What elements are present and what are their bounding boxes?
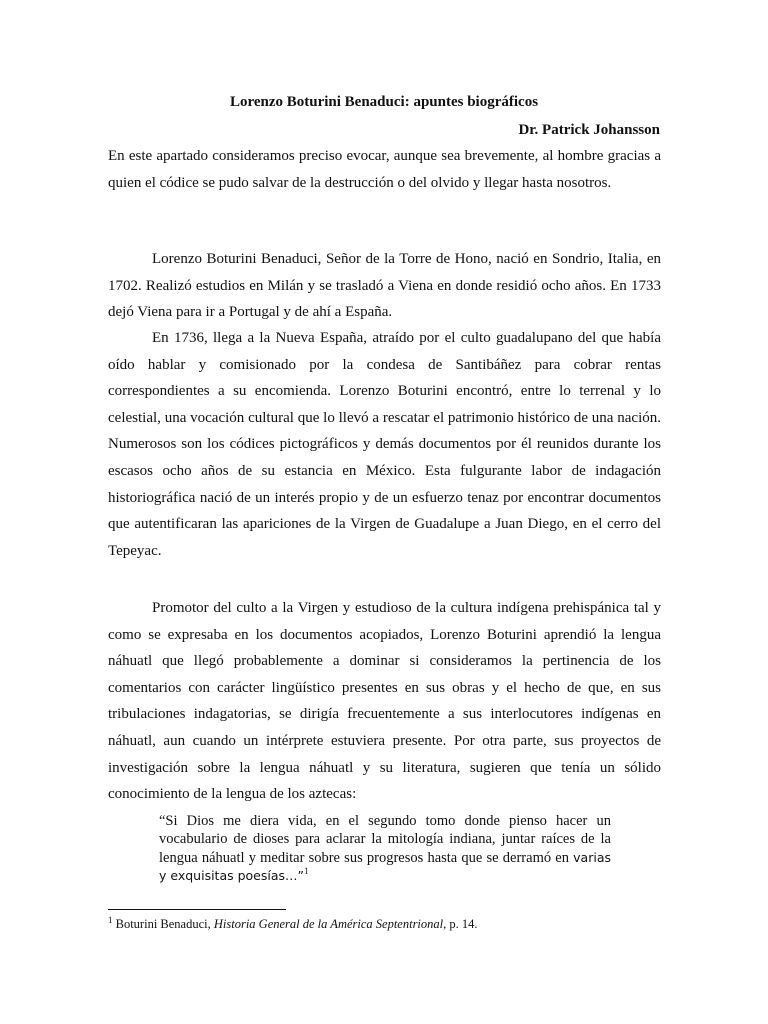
footnote-page: , p. 14. bbox=[443, 917, 478, 931]
quote-text-tail: varias y exquisitas poesías…” bbox=[159, 849, 611, 884]
footnote-reference: 1 bbox=[304, 866, 309, 877]
footnote-work-title: Historia General de la América Septentrional bbox=[213, 917, 444, 931]
footnote-author: Boturini Benaduci, bbox=[112, 917, 214, 931]
paragraph-intro: En este apartado consideramos preciso evocar, aunque sea brevemente, al hombre gracias a quien el códice se pudo salvar de la destrucción o del olvido y llegar hasta nosotros. bbox=[108, 148, 661, 191]
footnote bbox=[108, 915, 661, 933]
document-title: Lorenzo Boturini Benaduci: apuntes biográficos bbox=[229, 94, 539, 110]
paragraph-biography: Lorenzo Boturini Benaduci, Señor de la Torre de Hono, nació en Sondrio, Italia, en 1702. Realizó estudios en Milán y se trasladó a Viena en donde residió ocho años. En 1733 dejó Viena para ir a Portugal y de ahí a España. bbox=[108, 251, 661, 321]
paragraph-nahuatl: Promotor del culto a la Virgen y estudioso de la cultura indígena prehispánica tal y como se expresaba en los documentos acopiados, Lorenzo Boturini aprendió la lengua náhuatl que llegó probablemente a dominar si consideramos la pertinencia de los comentarios con carácter lingüístico presentes en sus obras y el hecho de que, en sus tribulaciones indagatorias, se dirigía frecuentemente a sus interlocutores indígenas en náhuatl, aun cuando un intérprete estuviera presente. Por otra parte, sus proyectos de investigación sobre la lengua náhuatl y su literatura, sugieren que tenía un sólido conocimiento de la lengua de los aztecas: bbox=[108, 600, 661, 803]
block-quote bbox=[159, 813, 611, 886]
paragraph-new-spain: En 1736, llega a la Nueva España, atraído por el culto guadalupano del que había oído hablar y comisionado por la condesa de Santibáñez para cobrar rentas correspondientes a su encomienda. Lorenzo Boturini encontró, entre lo terrenal y lo celestial, una vocación cultural que lo llevó a rescatar el patrimonio histórico de una nación. Numerosos son los códices pictográficos y demás documentos por él reunidos durante los escasos ocho años de su estancia en México. Esta fulgurante labor de indagación historiográfica nació de un interés propio y de un esfuerzo tenaz por encontrar documentos que autentificaran las apariciones de la Virgen de Guadalupe a Juan Diego, en el cerro del Tepeyac. bbox=[108, 330, 661, 559]
author-name: Dr. Patrick Johansson bbox=[518, 122, 660, 138]
footnote-separator bbox=[108, 909, 286, 910]
footnote-number: 1 bbox=[108, 914, 113, 925]
quote-text: “Si Dios me diera vida, en el segundo tomo donde pienso hacer un vocabulario de dioses para aclarar la mitología indiana, juntar raíces de la lengua náhuatl y meditar sobre sus progresos hasta que se derramó en bbox=[159, 813, 611, 866]
